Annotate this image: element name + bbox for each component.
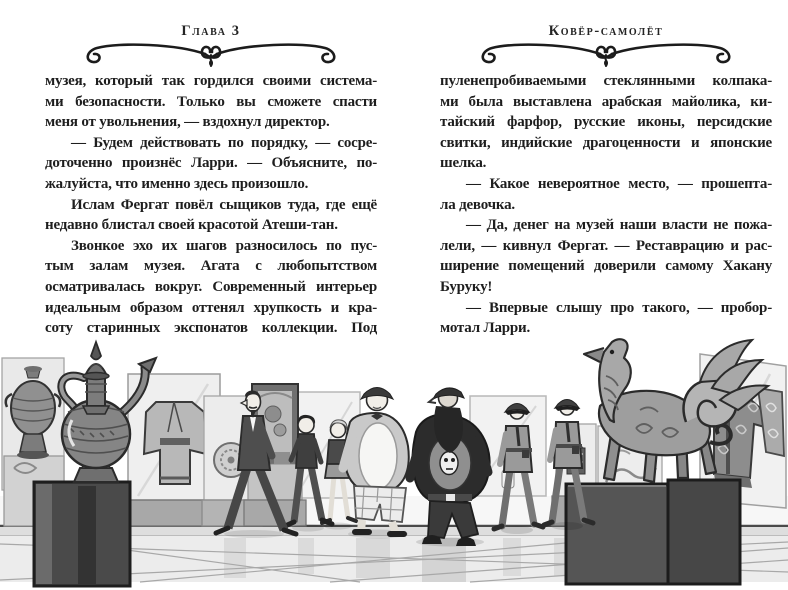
text-line: недавно блистал своей красотой Атеши-тан. [45, 217, 338, 234]
text-line: осматривалась вокруг. Современный интерьер [45, 278, 377, 295]
text-line: музея, который так гордился своими система- [45, 73, 377, 89]
text-line: ширение помещений доверили самому Хакану [440, 258, 772, 275]
text-line: — Будем действовать по порядку, — сосре- [71, 134, 377, 151]
left-page [45, 0, 377, 339]
text-line: свитки, индийские драгоценности и японские [440, 134, 772, 151]
text-line: Буруку! [440, 278, 493, 295]
text-line: — Впервые слышу про такого, — пробор- [466, 299, 772, 316]
right-running-head: Ковёр-самолёт [548, 23, 664, 39]
text-line: Звонкое эхо их шагов разносилось по пус- [71, 237, 377, 254]
text-line: доточенно произнёс Ларри. — Объясните, по- [45, 155, 377, 172]
text-line: жалуйста, что именно здесь произошло. [45, 175, 309, 192]
text-line: ми безопасности. Только вы сможете спасти [45, 93, 377, 110]
text-line: ла девочка. [440, 196, 515, 213]
chapter-ornament-icon [81, 41, 341, 67]
text-line: пуленепробиваемыми стеклянными колпака- [440, 73, 772, 89]
text-line: ми была выставлена арабская майолика, ки- [440, 93, 772, 110]
text-line: — Какое невероятное место, — прошепта- [466, 175, 772, 192]
left-running-head: Глава 3 [181, 23, 241, 39]
text-line: Ислам Фергат повёл сыщиков туда, где ещё [71, 196, 377, 213]
text-line: тайский фарфор, русские иконы, персидские [440, 114, 772, 131]
right-page [440, 0, 772, 339]
museum-hall-illustration [0, 336, 788, 588]
text-line: меня от увольнения, — вздохнул директор. [45, 114, 330, 131]
chapter-ornament-icon [476, 41, 736, 67]
text-line: — Да, денег на музей наши власти не пожа- [466, 217, 772, 234]
left-text-block [45, 71, 377, 339]
right-text-block [440, 71, 772, 339]
text-line: лели, — кивнул Фергат. — Реставрацию и рас- [440, 237, 772, 254]
text-line: мотал Ларри. [440, 320, 531, 337]
text-line: шелка. [440, 155, 487, 172]
text-line: тым залам музея. Агата с любопытством [45, 258, 377, 275]
text-line: соту старинных экспонатов коллекции. Под [45, 320, 377, 337]
text-line: идеальным образом оттенял хрупкость и кра- [45, 299, 377, 316]
